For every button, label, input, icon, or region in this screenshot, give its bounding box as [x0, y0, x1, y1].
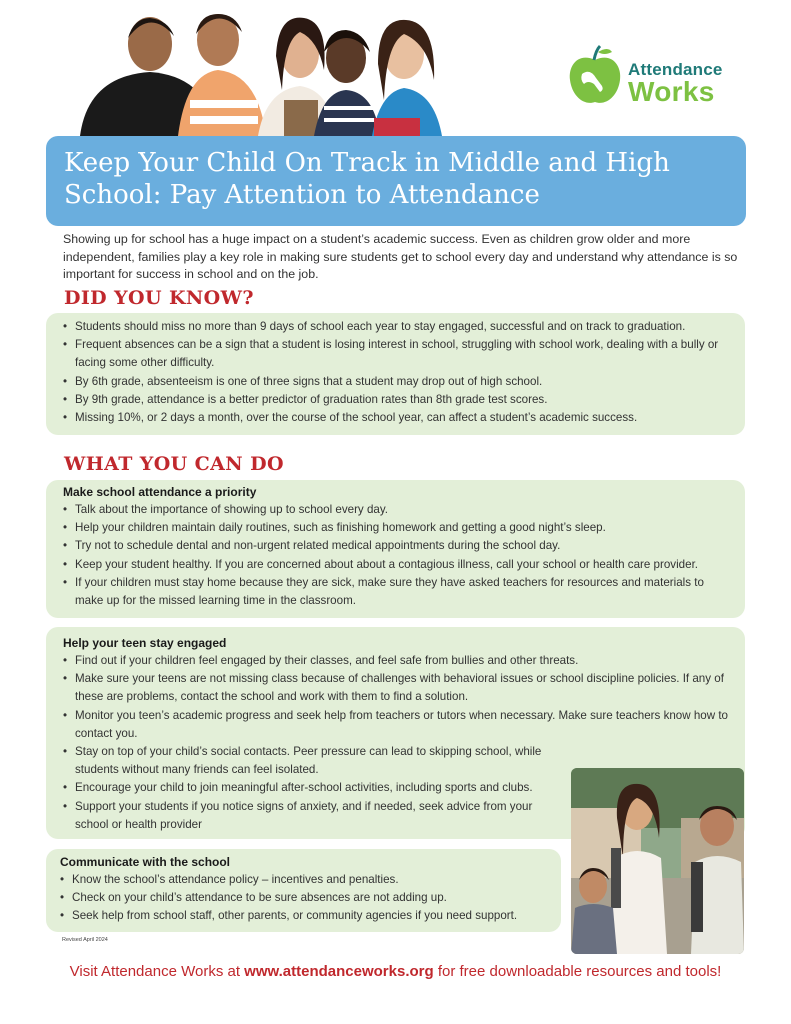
list-item: • Seek help from school staff, other parents, or community agencies if you need support.	[60, 907, 551, 925]
apple-icon	[568, 44, 622, 108]
did-you-know-heading: DID YOU KNOW?	[64, 287, 254, 309]
footer-callout	[0, 963, 791, 980]
attendance-works-logo	[568, 44, 738, 114]
intro-paragraph: Showing up for school has a huge impact on a student’s academic success. Even as children grow older and more independent, families play a key role in making sure students get to school every day and understand why attendance is so important for success in school and on the job.	[63, 232, 738, 281]
priority-box	[46, 480, 745, 618]
engaged-title: Help your teen stay engaged	[63, 636, 227, 650]
list-item: • Missing 10%, or 2 days a month, over the course of the school year, can affect a student’s academic success.	[63, 409, 735, 427]
list-item: • If your children must stay home because they are sick, make sure they have asked teachers for resources and materials to make up for the missed learning time in the classroom.	[63, 574, 735, 610]
list-item: • Support your students if you notice signs of anxiety, and if needed, seek advice from your school or health provider	[63, 798, 565, 834]
what-you-can-do-heading: WHAT YOU CAN DO	[64, 453, 284, 475]
logo-text-works: Works	[628, 76, 715, 107]
title-banner	[46, 136, 746, 226]
kids-with-backpacks-photo	[571, 768, 744, 954]
communicate-list	[60, 871, 551, 926]
did-you-know-box	[46, 313, 745, 435]
priority-list	[63, 501, 735, 610]
list-item: • Monitor you teen’s academic progress and seek help from teachers or tutors when necessary. Make sure teachers know how to contact you.	[63, 707, 735, 743]
footer-suffix: for free downloadable resources and tools!	[433, 963, 722, 980]
list-item: • Encourage your child to join meaningful after-school activities, including sports and clubs.	[63, 779, 575, 797]
list-item: • Stay on top of your child’s social contacts. Peer pressure can lead to skipping school, while students without many friends can feel isolated.	[63, 743, 545, 779]
priority-title: Make school attendance a priority	[63, 485, 257, 499]
list-item: • Know the school’s attendance policy – incentives and penalties.	[60, 871, 551, 889]
communicate-box	[46, 849, 561, 932]
footer-prefix: Visit Attendance Works at	[69, 963, 245, 980]
list-item: • Find out if your children feel engaged by their classes, and feel safe from bullies and other threats.	[63, 652, 735, 670]
revised-date: Revised April 2024	[62, 937, 108, 943]
page-title-line-2: School: Pay Attention to Attendance	[64, 180, 540, 210]
list-item: • Check on your child’s attendance to be sure absences are not adding up.	[60, 889, 551, 907]
list-item: • By 6th grade, absenteeism is one of three signs that a student may drop out of high school.	[63, 373, 735, 391]
list-item: • Students should miss no more than 9 days of school each year to stay engaged, successful and on track to graduation.	[63, 318, 735, 336]
logo-text-attendance: Attendance	[628, 60, 723, 79]
communicate-title: Communicate with the school	[60, 855, 231, 869]
list-item: • Try not to schedule dental and non-urgent related medical appointments during the school day.	[63, 537, 735, 555]
page-title-line-1: Keep Your Child On Track in Middle and High	[64, 148, 670, 178]
list-item: • Frequent absences can be a sign that a student is losing interest in school, struggling with school work, dealing with a bully or facing some other difficulty.	[63, 336, 735, 372]
students-photo	[78, 0, 460, 136]
footer-url-link[interactable]: www.attendanceworks.org	[244, 963, 434, 980]
did-you-know-list	[63, 318, 735, 427]
list-item: • Make sure your teens are not missing class because of challenges with behavioral issues or school discipline policies. If any of these are problems, contact the school and work with them to find a solution.	[63, 670, 735, 706]
list-item: • Keep your student healthy. If you are concerned about about a contagious illness, call your school or health care provider.	[63, 556, 735, 574]
list-item: • By 9th grade, attendance is a better predictor of graduation rates than 8th grade test scores.	[63, 391, 735, 409]
list-item: • Help your children maintain daily routines, such as finishing homework and getting a good night’s sleep.	[63, 519, 735, 537]
list-item: • Talk about the importance of showing up to school every day.	[63, 501, 735, 519]
